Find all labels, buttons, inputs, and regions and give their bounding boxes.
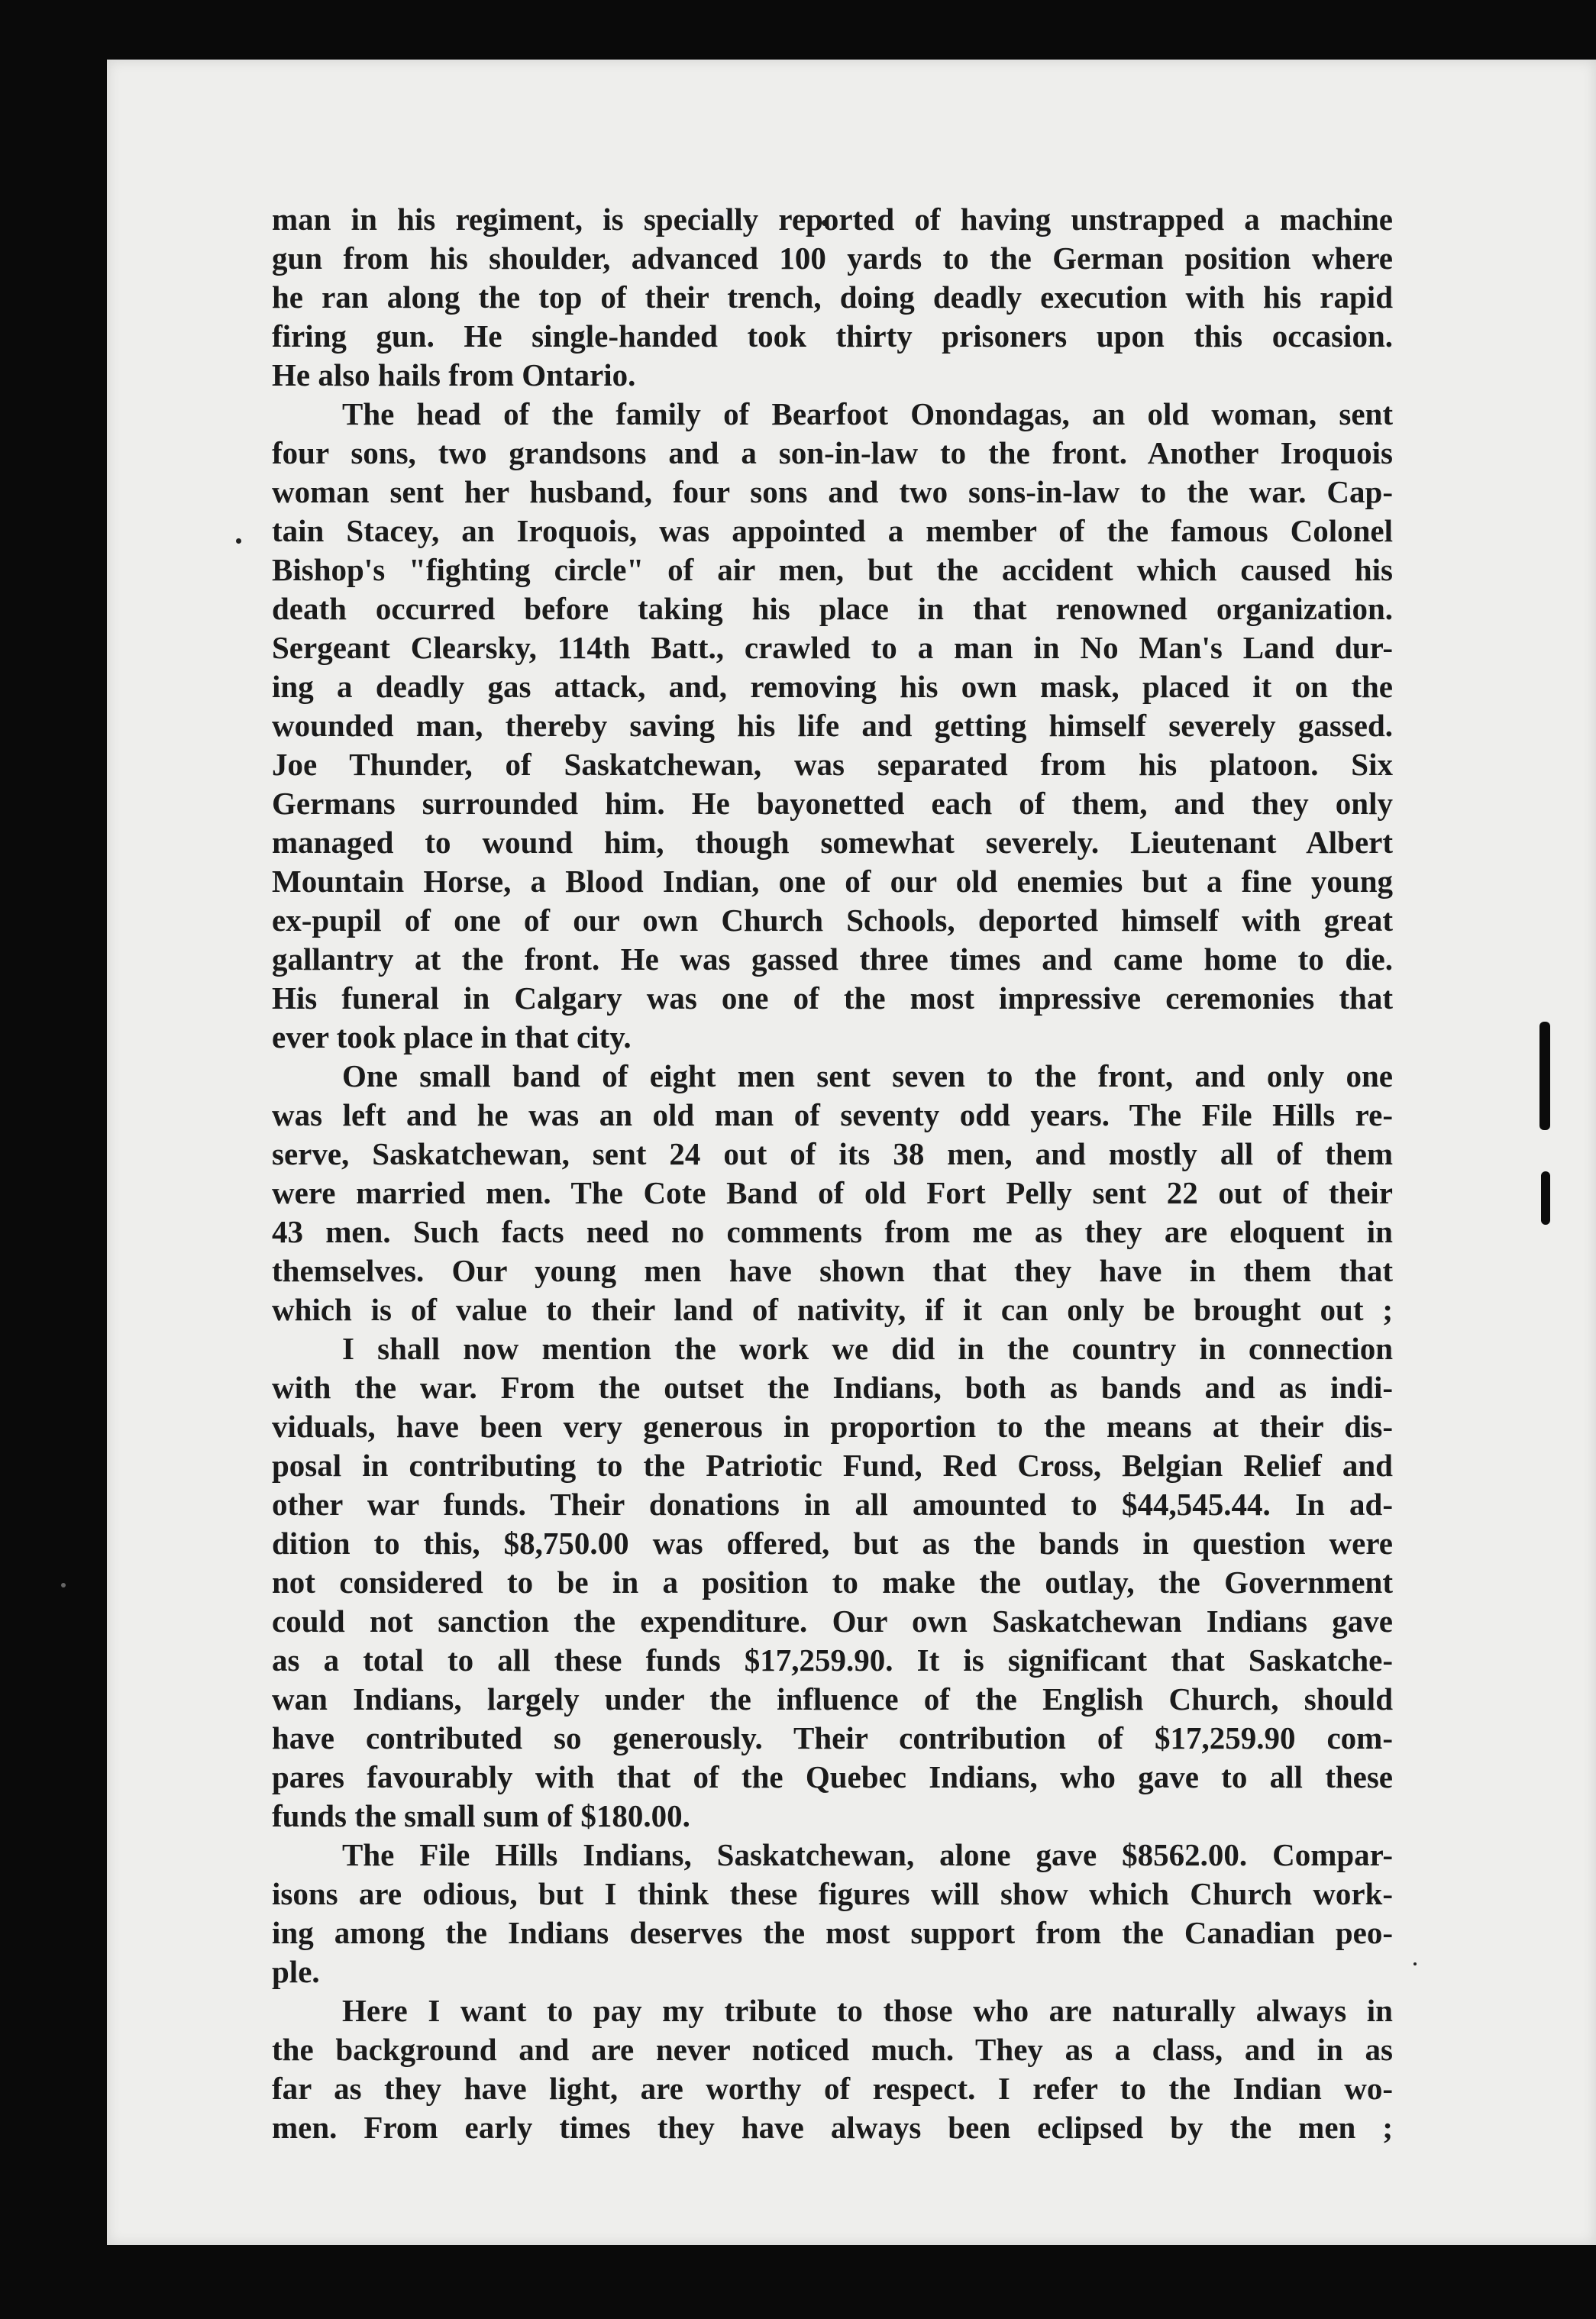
text-line: One small band of eight men sent seven to the front, and only one (342, 1058, 1393, 1093)
text-line: death occurred before taking his place in that renowned organization. (272, 591, 1393, 626)
scan-mark-long (1539, 1022, 1550, 1130)
text-line: Bishop's "fighting circle" of air men, but the accident which caused his (272, 552, 1393, 587)
stray-speck (236, 538, 241, 544)
text-line: tain Stacey, an Iroquois, was appointed a member of the famous Colonel (272, 513, 1393, 548)
text-line: ing a deadly gas attack, and, removing his own mask, placed it on the (272, 669, 1393, 704)
text-line: Germans surrounded him. He bayonetted each of them, and they only (272, 786, 1393, 821)
text-line: ever took place in that city. (272, 1019, 632, 1055)
text-line: dition to this, $8,750.00 was offered, but as the bands in question were (272, 1526, 1393, 1561)
text-line: the background and are never noticed much. They as a class, and in as (272, 2032, 1393, 2067)
text-line: other war funds. Their donations in all amounted to $44,545.44. In ad- (272, 1487, 1393, 1522)
text-line: I shall now mention the work we did in the country in connection (342, 1331, 1393, 1366)
text-line: not considered to be in a position to make the outlay, the Government (272, 1565, 1393, 1600)
text-line: Sergeant Clearsky, 114th Batt., crawled to a man in No Man's Land dur- (272, 630, 1393, 665)
text-line: Here I want to pay my tribute to those who are naturally always in (342, 1993, 1393, 2028)
text-line: as a total to all these funds $17,259.90. It is significant that Saskatche- (272, 1642, 1393, 1678)
text-line: His funeral in Calgary was one of the most impressive ceremonies that (272, 980, 1393, 1016)
scan-mark-short (1541, 1171, 1550, 1225)
text-line: were married men. The Cote Band of old Fort Pelly sent 22 out of their (272, 1175, 1393, 1210)
text-line: four sons, two grandsons and a son-in-law to the front. Another Iroquois (272, 435, 1393, 470)
text-line: posal in contributing to the Patriotic Fund, Red Cross, Belgian Relief and (272, 1448, 1393, 1483)
text-line: he ran along the top of their trench, doing deadly execution with his rapid (272, 279, 1393, 315)
text-line: He also hails from Ontario. (272, 357, 636, 392)
stray-speck (61, 1583, 66, 1587)
text-line: could not sanction the expenditure. Our own Saskatchewan Indians gave (272, 1604, 1393, 1639)
text-line: was left and he was an old man of seventy odd years. The File Hills re- (272, 1097, 1393, 1132)
text-line: gallantry at the front. He was gassed three times and came home to die. (272, 941, 1393, 977)
text-line: isons are odious, but I think these figures will show which Church work- (272, 1876, 1393, 1911)
text-line: which is of value to their land of nativity, if it can only be brought out ; (272, 1292, 1393, 1327)
text-line: men. From early times they have always been eclipsed by the men ; (272, 2110, 1393, 2145)
text-line: firing gun. He single-handed took thirty prisoners upon this occasion. (272, 318, 1393, 354)
text-line: wan Indians, largely under the influence of the English Church, should (272, 1681, 1393, 1717)
text-line: Mountain Horse, a Blood Indian, one of our old enemies but a fine young (272, 864, 1393, 899)
body-text (272, 200, 1393, 2147)
stray-speck (1413, 1962, 1417, 1965)
text-line: managed to wound him, though somewhat severely. Lieutenant Albert (272, 825, 1393, 860)
text-line: ing among the Indians deserves the most support from the Canadian peo- (272, 1915, 1393, 1950)
text-line: pares favourably with that of the Quebec Indians, who gave to all these (272, 1759, 1393, 1794)
text-line: ex-pupil of one of our own Church Schools, deported himself with great (272, 903, 1393, 938)
text-line: ple. (272, 1954, 320, 1989)
text-line: The File Hills Indians, Saskatchewan, alone gave $8562.00. Compar- (342, 1837, 1393, 1872)
text-line: wounded man, thereby saving his life and getting himself severely gassed. (272, 708, 1393, 743)
text-line: gun from his shoulder, advanced 100 yards to the German position where (272, 241, 1393, 276)
text-line: with the war. From the outset the Indians, both as bands and as indi- (272, 1370, 1393, 1405)
text-line: viduals, have been very generous in proportion to the means at their dis- (272, 1409, 1393, 1444)
text-line: Joe Thunder, of Saskatchewan, was separated from his platoon. Six (272, 747, 1393, 782)
text-line: woman sent her husband, four sons and two sons-in-law to the war. Cap- (272, 474, 1393, 509)
text-line: The head of the family of Bearfoot Onondagas, an old woman, sent (342, 396, 1393, 431)
text-line: 43 men. Such facts need no comments from me as they are eloquent in (272, 1214, 1393, 1249)
text-line: far as they have light, are worthy of respect. I refer to the Indian wo- (272, 2071, 1393, 2106)
text-line: man in his regiment, is specially reported of having unstrapped a machine (272, 202, 1393, 237)
text-line: have contributed so generously. Their contribution of $17,259.90 com- (272, 1720, 1393, 1755)
text-line: serve, Saskatchewan, sent 24 out of its 38 men, and mostly all of them (272, 1136, 1393, 1171)
text-line: themselves. Our young men have shown that they have in them that (272, 1253, 1393, 1288)
text-line: funds the small sum of $180.00. (272, 1798, 690, 1833)
